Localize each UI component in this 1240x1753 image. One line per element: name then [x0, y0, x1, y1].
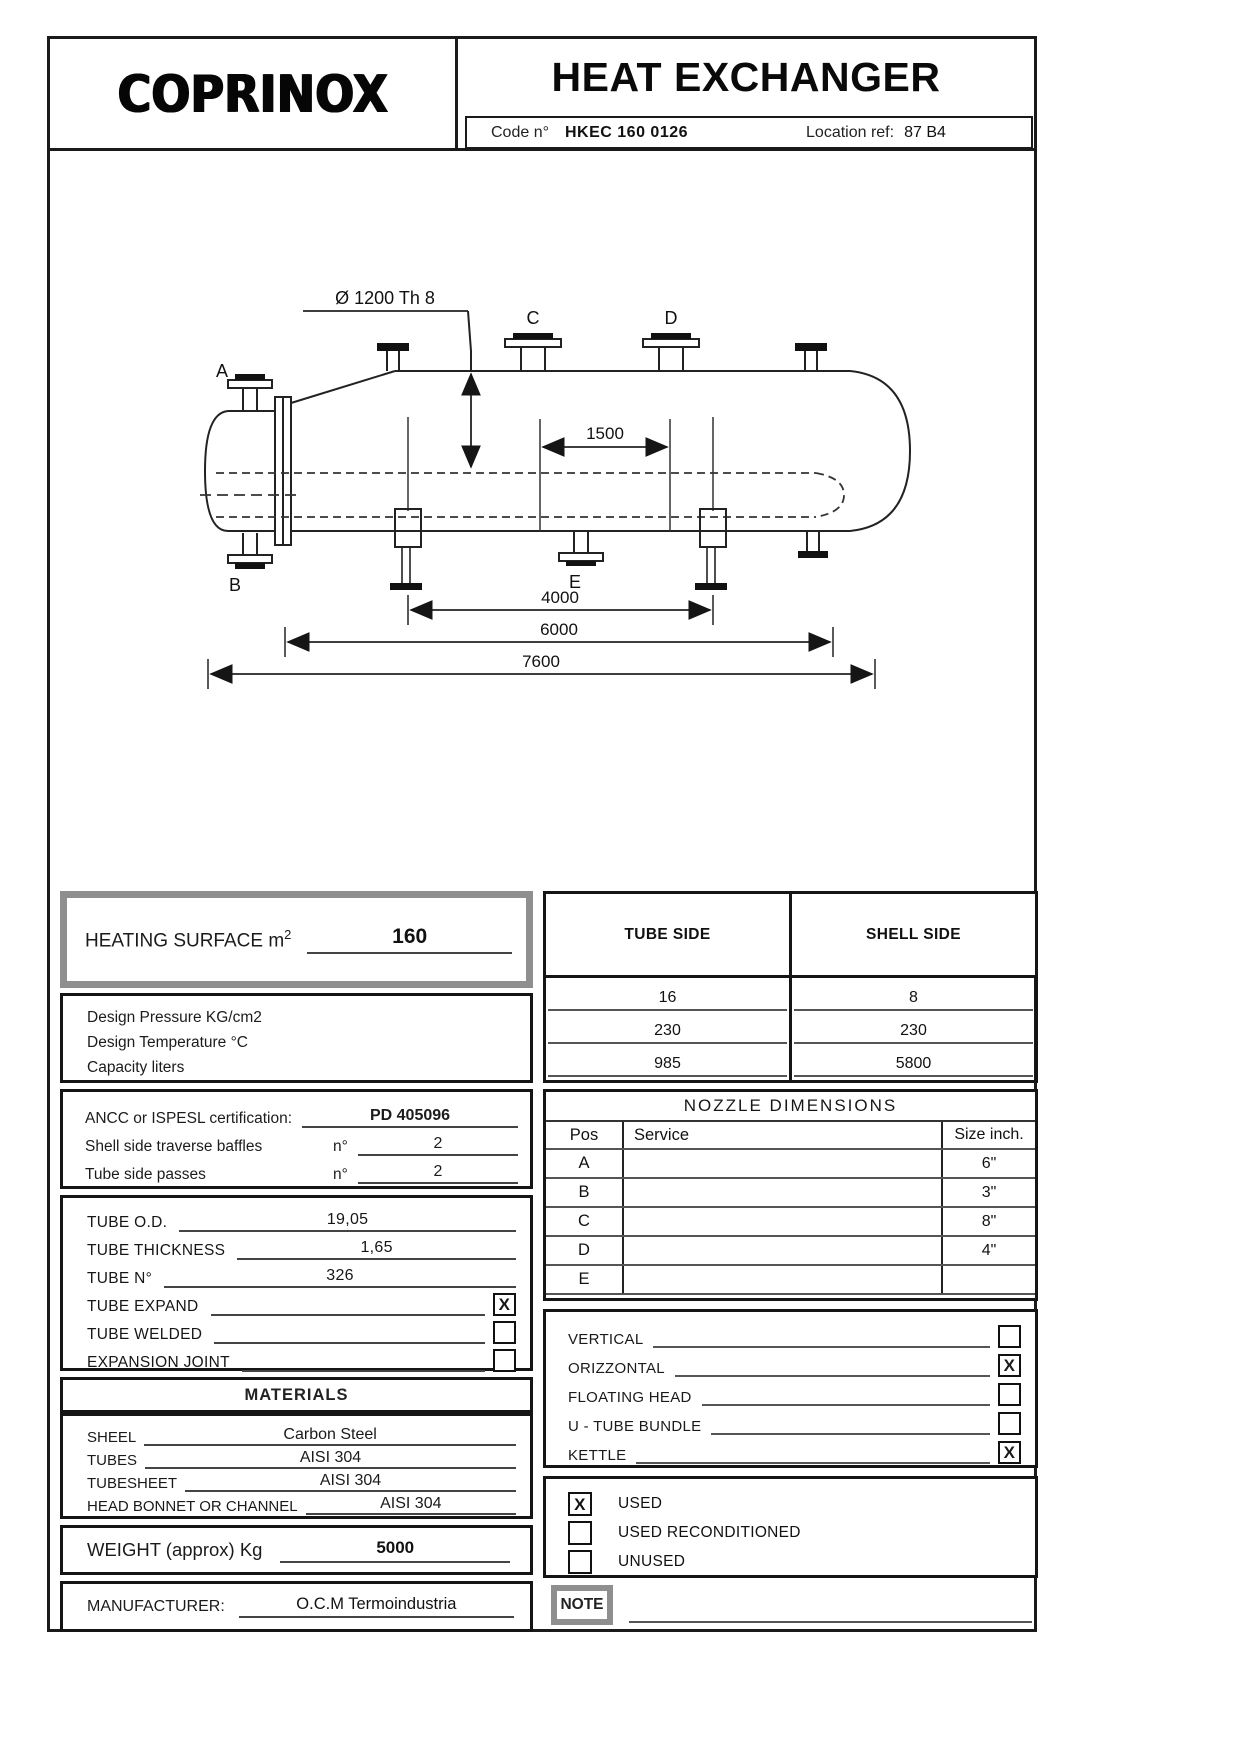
condition-box: [543, 1476, 1038, 1578]
tubesheet-row: [63, 1469, 530, 1492]
baffles-label: Shell side traverse baffles: [85, 1138, 263, 1155]
manufacturer-value: O.C.M Termoindustria: [239, 1595, 514, 1618]
vertical-checkbox: [998, 1325, 1021, 1348]
size-b: 3": [981, 1183, 997, 1201]
nozzle-c-label: C: [526, 308, 540, 328]
shell-design-temperature: 230: [794, 1011, 1033, 1044]
tube-od-label: TUBE O.D.: [87, 1214, 168, 1231]
expansion-joint-line: [242, 1369, 485, 1372]
table-row: [546, 1266, 1035, 1295]
sides-header: [543, 891, 1038, 978]
certification-box: [60, 1089, 533, 1189]
sheel-label: SHEEL: [87, 1429, 137, 1446]
service-e: [624, 1266, 943, 1293]
code-label: Code n°: [491, 123, 549, 141]
floating-head-line: [702, 1386, 990, 1406]
coprinox-logo: COPRINOX: [117, 63, 388, 124]
pos-b: B: [546, 1179, 624, 1206]
service-b: [624, 1179, 943, 1206]
tube-design-pressure: 16: [548, 978, 787, 1011]
tube-number-value: 326: [164, 1267, 516, 1288]
utube-bundle-row: [546, 1406, 1035, 1435]
size-c: 8": [981, 1212, 997, 1230]
pos-e: E: [546, 1266, 624, 1293]
nozzle-table-title: NOZZLE DIMENSIONS: [546, 1092, 1035, 1122]
certification-row: [63, 1100, 530, 1128]
dim-1500-label: 1500: [586, 424, 624, 443]
table-row: [546, 1208, 1035, 1237]
tube-expand-line: [211, 1313, 485, 1316]
note-line: [629, 1621, 1032, 1623]
tubesheet-label: TUBESHEET: [87, 1475, 178, 1492]
diameter-dim-label: Ø 1200 Th 8: [335, 288, 435, 308]
tubes-label: TUBES: [87, 1452, 138, 1469]
used-reconditioned-label: USED RECONDITIONED: [618, 1524, 801, 1541]
code-bar: [465, 116, 1033, 149]
kettle-row: [546, 1435, 1035, 1464]
tubes-value: AISI 304: [145, 1449, 516, 1469]
utube-bundle-line: [711, 1415, 990, 1435]
floating-head-checkbox: [998, 1383, 1021, 1406]
tube-welded-label: TUBE WELDED: [87, 1326, 203, 1343]
dim-4000-label: 4000: [541, 588, 579, 607]
tube-expand-row: [63, 1288, 530, 1316]
pos-d: D: [546, 1237, 624, 1264]
title-cell: [458, 39, 1034, 148]
materials-box: [60, 1413, 533, 1519]
certification-value: PD 405096: [302, 1107, 518, 1128]
tubesheet-value: AISI 304: [185, 1472, 516, 1492]
orizzontal-row: [546, 1348, 1035, 1377]
tube-expand-checkbox: X: [493, 1293, 516, 1316]
sheel-row: [63, 1423, 530, 1446]
note-label: NOTE: [551, 1585, 613, 1625]
passes-unit: n°: [333, 1166, 348, 1183]
manufacturer-label: MANUFACTURER:: [87, 1597, 225, 1615]
design-temperature-label: Design Temperature °C: [87, 1034, 248, 1051]
nozzle-dimensions-table: [543, 1089, 1038, 1301]
baffles-row: [63, 1128, 530, 1156]
service-d: [624, 1237, 943, 1264]
code-value: HKEC 160 0126: [565, 123, 689, 141]
dim-6000-label: 6000: [540, 620, 578, 639]
note-row: [543, 1583, 1038, 1635]
exchanger-drawing: [50, 151, 1034, 851]
unused-checkbox: [568, 1550, 592, 1574]
manufacturer-box: [60, 1581, 533, 1632]
unused-label: UNUSED: [618, 1553, 686, 1570]
design-pressure-label: Design Pressure KG/cm2: [87, 1009, 262, 1026]
baffles-unit: n°: [333, 1138, 348, 1155]
table-row: [546, 1150, 1035, 1179]
sheel-value: Carbon Steel: [144, 1426, 516, 1446]
tube-design-temperature: 230: [548, 1011, 787, 1044]
vertical-row: [546, 1319, 1035, 1348]
dim-7600-label: 7600: [522, 652, 560, 671]
weight-label: WEIGHT (approx) Kg: [87, 1539, 263, 1560]
shell-design-pressure: 8: [794, 978, 1033, 1011]
expansion-joint-checkbox: [493, 1349, 516, 1372]
used-label: USED: [618, 1495, 663, 1512]
heating-surface-value: 160: [307, 925, 512, 954]
floating-head-row: [546, 1377, 1035, 1406]
weight-box: [60, 1525, 533, 1575]
nozzle-table-header: [546, 1122, 1035, 1150]
tube-side-values: [546, 978, 792, 1080]
utube-bundle-checkbox: [998, 1412, 1021, 1435]
expansion-joint-label: EXPANSION JOINT: [87, 1354, 230, 1371]
capacity-label: Capacity liters: [87, 1059, 185, 1076]
kettle-line: [636, 1444, 990, 1464]
nozzle-b-label: B: [228, 575, 242, 595]
floating-head-label: FLOATING HEAD: [568, 1389, 692, 1406]
tube-thickness-row: [63, 1232, 530, 1260]
certification-label: ANCC or ISPESL certification:: [85, 1110, 293, 1127]
passes-label: Tube side passes: [85, 1166, 206, 1183]
head-bonnet-value: AISI 304: [306, 1495, 516, 1515]
vertical-label: VERTICAL: [568, 1331, 644, 1348]
tube-welded-line: [214, 1341, 485, 1344]
shell-capacity: 5800: [794, 1044, 1033, 1077]
kettle-checkbox: X: [998, 1441, 1021, 1464]
col-size: Size inch.: [954, 1126, 1024, 1143]
orientation-box: [543, 1309, 1038, 1468]
orizzontal-label: ORIZZONTAL: [568, 1360, 665, 1377]
tube-side-header: TUBE SIDE: [546, 894, 792, 975]
location-ref-value: 87 B4: [904, 123, 946, 141]
tube-welded-checkbox: [493, 1321, 516, 1344]
tube-od-row: [63, 1204, 530, 1232]
used-reconditioned-checkbox: [568, 1521, 592, 1545]
passes-value: 2: [358, 1163, 518, 1184]
pos-a: A: [546, 1150, 624, 1177]
orizzontal-line: [675, 1357, 990, 1377]
design-params-box: [60, 993, 533, 1083]
shell-side-header: SHELL SIDE: [865, 925, 961, 943]
size-d: 4": [981, 1241, 997, 1259]
col-pos: Pos: [546, 1122, 624, 1148]
used-checkbox: X: [568, 1492, 592, 1516]
design-params-values: [543, 978, 1038, 1083]
tube-number-row: [63, 1260, 530, 1288]
unused-row: [568, 1548, 1035, 1576]
nozzle-e-label: E: [568, 572, 582, 592]
nozzle-d-label: D: [664, 308, 678, 328]
tube-welded-row: [63, 1316, 530, 1344]
tubes-row: [63, 1446, 530, 1469]
used-row: [568, 1490, 1035, 1518]
pos-c: C: [546, 1208, 624, 1235]
service-c: [624, 1208, 943, 1235]
passes-row: [63, 1156, 530, 1184]
tube-expand-label: TUBE EXPAND: [87, 1298, 199, 1315]
weight-value: 5000: [280, 1538, 510, 1563]
tube-capacity: 985: [548, 1044, 787, 1077]
tube-od-value: 19,05: [179, 1211, 516, 1232]
page-title: HEAT EXCHANGER: [551, 53, 941, 100]
service-a: [624, 1150, 943, 1177]
nozzle-a-label: A: [215, 361, 229, 381]
expansion-joint-row: [63, 1344, 530, 1372]
used-reconditioned-row: [568, 1519, 1035, 1547]
tube-specs-box: [60, 1195, 533, 1371]
materials-title: MATERIALS: [244, 1385, 349, 1404]
materials-title-box: [60, 1377, 533, 1413]
orizzontal-checkbox: X: [998, 1354, 1021, 1377]
heating-surface-label: HEATING SURFACE $m^2$: [85, 926, 292, 952]
utube-bundle-label: U - TUBE BUNDLE: [568, 1418, 702, 1435]
kettle-label: KETTLE: [568, 1447, 627, 1464]
shell-side-values: [792, 978, 1035, 1080]
logo-cell: [50, 39, 458, 148]
vertical-line: [653, 1328, 990, 1348]
tube-thickness-value: 1,65: [237, 1239, 516, 1260]
size-e: [943, 1266, 1035, 1293]
table-row: [546, 1237, 1035, 1266]
heating-surface-box: [60, 891, 533, 988]
header: [50, 39, 1034, 151]
tube-thickness-label: TUBE THICKNESS: [87, 1242, 226, 1259]
tube-number-label: TUBE N°: [87, 1270, 153, 1287]
location-ref-label: Location ref:: [806, 123, 895, 141]
table-row: [546, 1179, 1035, 1208]
size-a: 6": [981, 1154, 997, 1172]
col-service: Service: [624, 1122, 943, 1148]
head-bonnet-label: HEAD BONNET OR CHANNEL: [87, 1498, 298, 1515]
baffles-value: 2: [358, 1135, 518, 1156]
document-frame: [47, 36, 1037, 1632]
head-bonnet-row: [63, 1492, 530, 1515]
